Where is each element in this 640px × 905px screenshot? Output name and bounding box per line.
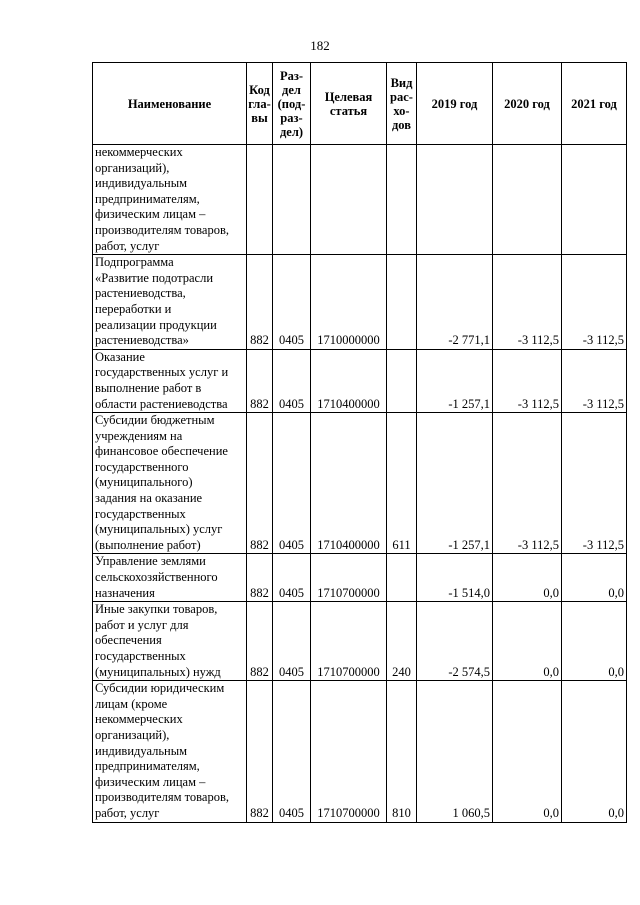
cell-2020 [493,681,562,822]
header-code: Код гла- вы [247,63,273,145]
cell-kind-text: 611 [392,537,411,552]
cell-code-text: 882 [250,537,269,552]
cell-name-text: Управление землями сельскохозяйственного назначения [95,554,218,600]
cell-2019 [417,681,493,822]
cell-code [247,255,273,350]
cell-2019-text: -2 771,1 [448,333,490,348]
cell-2021 [562,255,627,350]
cell-name [93,602,247,681]
cell-section-text: 0405 [279,805,304,820]
cell-target [311,602,387,681]
cell-code [247,602,273,681]
cell-code-text: 882 [250,333,269,348]
cell-2020-text: -3 112,5 [517,333,559,348]
cell-2020 [493,554,562,602]
cell-2021 [562,349,627,412]
cell-2020 [493,145,562,255]
cell-2021-text: 0,0 [608,585,624,600]
cell-kind [387,255,417,350]
header-2019: 2019 год [417,63,493,145]
cell-section-text: 0405 [279,396,304,411]
cell-name-text: Оказание государственных услуг и выполнение работ в области растениеводства [95,349,229,411]
cell-target-text: 1710700000 [317,664,380,679]
cell-code-text: 882 [250,585,269,600]
cell-name [93,255,247,350]
table-row [93,413,627,554]
header-row [93,63,627,145]
cell-kind-text: 240 [392,664,411,679]
page-number: 182 [310,38,330,53]
cell-2021 [562,602,627,681]
cell-2021-text: 0,0 [608,805,624,820]
cell-target [311,255,387,350]
table-row [93,255,627,350]
cell-name [93,413,247,554]
cell-2019-text: -1 257,1 [448,396,490,411]
cell-kind [387,681,417,822]
cell-name-text: Иные закупки товаров, работ и услуг для обеспечения государственных (муниципальных) нужд [95,602,221,679]
cell-target [311,554,387,602]
cell-2021 [562,554,627,602]
cell-2021-text: -3 112,5 [582,396,624,411]
cell-name-text: Подпрограмма «Развитие подотрасли растениеводства, переработки и реализации продукции растениеводства» [95,255,217,348]
cell-section-text: 0405 [279,333,304,348]
cell-2021 [562,145,627,255]
cell-2019-text: 1 060,5 [452,805,490,820]
cell-section [273,681,311,822]
cell-name [93,681,247,822]
cell-code-text: 882 [250,805,269,820]
cell-kind [387,145,417,255]
cell-target [311,349,387,412]
cell-code [247,145,273,255]
cell-target [311,145,387,255]
cell-2019 [417,349,493,412]
cell-target-text: 1710400000 [317,396,380,411]
table-row [93,554,627,602]
cell-2019 [417,145,493,255]
cell-kind [387,554,417,602]
cell-kind-text: 810 [392,805,411,820]
cell-target [311,681,387,822]
header-section: Раз- дел (под- раз- дел) [273,63,311,145]
cell-2019-text: -1 257,1 [448,537,490,552]
cell-section [273,255,311,350]
cell-2019-text: -1 514,0 [448,585,490,600]
header-kind: Вид рас- хо- дов [387,63,417,145]
cell-2021 [562,681,627,822]
budget-table [92,62,627,823]
cell-code [247,554,273,602]
cell-section-text: 0405 [279,585,304,600]
cell-2020-text: -3 112,5 [517,396,559,411]
cell-section-text: 0405 [279,664,304,679]
cell-section [273,145,311,255]
cell-2021 [562,413,627,554]
cell-2020-text: 0,0 [543,664,559,679]
cell-section [273,554,311,602]
cell-code-text: 882 [250,396,269,411]
cell-name [93,349,247,412]
table-body [93,145,627,823]
cell-target-text: 1710400000 [317,537,380,552]
cell-2020 [493,413,562,554]
cell-name-text: некоммерческих организаций), индивидуальным предпринимателям, физическим лицам – производителям товаров, работ, услуг [95,145,229,253]
cell-code [247,349,273,412]
table-row [93,602,627,681]
cell-target-text: 1710000000 [317,333,380,348]
cell-code [247,413,273,554]
cell-2021-text: -3 112,5 [582,537,624,552]
cell-2019 [417,602,493,681]
cell-section [273,602,311,681]
cell-kind [387,602,417,681]
cell-2020 [493,602,562,681]
cell-section-text: 0405 [279,537,304,552]
cell-kind [387,349,417,412]
cell-2020-text: -3 112,5 [517,537,559,552]
cell-code [247,681,273,822]
cell-target-text: 1710700000 [317,805,380,820]
cell-name-text: Субсидии бюджетным учреждениям на финансовое обеспечение государственного (муниципального) задания на оказание государственных (муниципальных) услуг (выполнение работ) [95,413,228,552]
table-row [93,145,627,255]
cell-target [311,413,387,554]
table-row [93,681,627,822]
header-2021: 2021 год [562,63,627,145]
cell-name [93,145,247,255]
cell-2021-text: 0,0 [608,664,624,679]
header-target: Целевая статья [311,63,387,145]
cell-section [273,413,311,554]
cell-2021-text: -3 112,5 [582,333,624,348]
header-2020: 2020 год [493,63,562,145]
cell-2020-text: 0,0 [543,805,559,820]
cell-code-text: 882 [250,664,269,679]
cell-2019 [417,413,493,554]
cell-2020 [493,255,562,350]
cell-2020-text: 0,0 [543,585,559,600]
cell-kind [387,413,417,554]
table-row [93,349,627,412]
cell-section [273,349,311,412]
cell-2019-text: -2 574,5 [448,664,490,679]
cell-2020 [493,349,562,412]
cell-2019 [417,255,493,350]
cell-name-text: Субсидии юридическим лицам (кроме некоммерческих организаций), индивидуальным предпринимателям, физическим лицам – производителям товаров, работ, услуг [95,681,229,820]
cell-name [93,554,247,602]
header-name: Наименование [93,63,247,145]
cell-2019 [417,554,493,602]
cell-target-text: 1710700000 [317,585,380,600]
